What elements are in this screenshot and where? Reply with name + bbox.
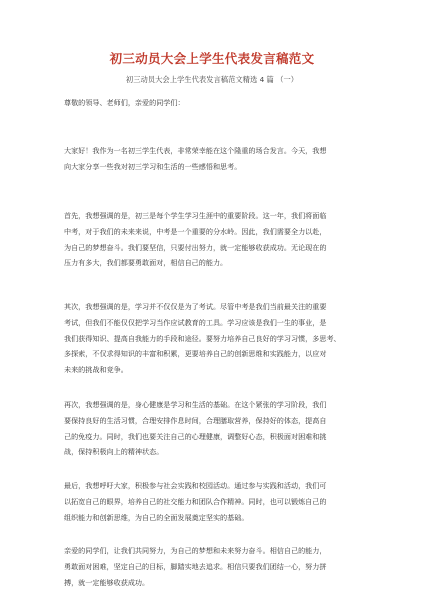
paragraph-line: 首先，我想强调的是，初三是每个学生学习生涯中的重要阶段。这一年，我们将面临 bbox=[64, 211, 327, 220]
paragraph-line: 要保持良好的生活习惯，合理安排作息时间，合理膳取营养，保持好的体态，提高自 bbox=[64, 415, 327, 425]
paragraph-line: 再次，我想强调的是，身心健康是学习和生活的基础。在这个紧张的学习阶段，我们 bbox=[64, 400, 327, 409]
paragraph-second-point bbox=[64, 299, 364, 378]
paragraph-line: 勇敢面对困难，坚定自己的目标，脚踏实地去追求。相信只要我们团结一心，努力拼 bbox=[64, 561, 327, 571]
paragraph-line: 多探索，不仅求得知识的丰富和积累，更要培养自己的创新思维和实践能力，以应对 bbox=[64, 349, 327, 359]
paragraph-line: 其次，我想强调的是，学习并不仅仅是为了考试。尽管中考是我们当前最关注的重要 bbox=[64, 302, 327, 311]
document-title: 初三动员大会上学生代表发言稿范文 bbox=[109, 51, 315, 66]
paragraph-line: 战，保持积极向上的精神状态。 bbox=[64, 447, 164, 457]
paragraph-line: 亲爱的同学们，让我们共同努力，为自己的梦想和未来努力奋斗。相信自己的能力， bbox=[64, 546, 327, 555]
paragraph-line: 最后，我想呼吁大家，积极参与社会实践和校园活动。通过参与实践和活动，我们可 bbox=[64, 481, 327, 490]
paragraph-fourth-point bbox=[64, 478, 364, 525]
paragraph-first-point bbox=[64, 208, 364, 271]
paragraph-line: 未来的挑战和竞争。 bbox=[64, 365, 128, 375]
paragraph-salutation bbox=[64, 95, 364, 111]
paragraph-line: 己的免疫力。同时，我们也要关注自己的心理健康，调整好心态，积极面对困难和挑 bbox=[64, 431, 327, 441]
document-subtitle: 初三动员大会上学生代表发言稿范文精选 4 篇 （一） bbox=[125, 75, 299, 84]
paragraph-line: 中考，对于我们的未来来说，中考是一个重要的分水岭。因此，我们需要全力以赴， bbox=[64, 226, 327, 236]
paragraph-line: 向大家分享一些我对初三学习和生活的一些感悟和思考。 bbox=[64, 161, 242, 171]
paragraph-line: 我们获得知识、提高自我能力的手段和途径。要努力培养自己良好的学习习惯，多思考、 bbox=[64, 333, 341, 343]
paragraph-line: 大家好！我作为一名初三学生代表，非常荣幸能在这个隆重的场合发言。今天，我想 bbox=[64, 146, 327, 155]
paragraph-line: 搏，就一定能够收获成功。 bbox=[64, 577, 150, 587]
paragraph-line: 以拓宽自己的眼界，培养自己的社交能力和团队合作精神。同时，也可以锻炼自己的 bbox=[64, 496, 327, 506]
paragraph-greeting bbox=[64, 143, 364, 175]
paragraph-line: 压力有多大，我们都要勇敢面对，相信自己的能力。 bbox=[64, 258, 228, 268]
paragraph-line: 尊敬的领导、老师们，亲爱的同学们： bbox=[64, 98, 185, 107]
paragraph-line: 组织能力和创新思维，为自己的全面发展奠定坚实的基础。 bbox=[64, 512, 249, 522]
paragraph-line: 考试，但我们不能仅仅把学习当作应试教育的工具。学习应该是我们一生的事业，是 bbox=[64, 317, 327, 327]
paragraph-closing bbox=[64, 543, 364, 590]
paragraph-line: 为自己的梦想奋斗。我们要坚信，只要付出努力，就一定能够收获成功。无论现在的 bbox=[64, 242, 327, 252]
paragraph-third-point bbox=[64, 397, 364, 460]
